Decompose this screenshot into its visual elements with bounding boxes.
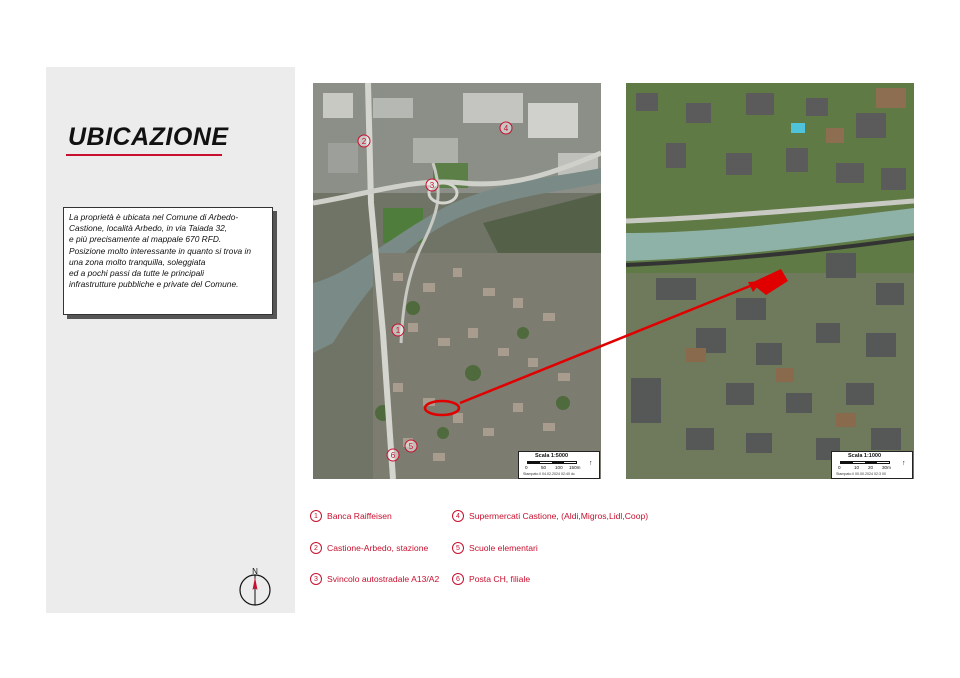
north-arrow-icon: ↑ [589, 460, 593, 467]
marker-2: 2 [361, 137, 367, 146]
legend-number: 4 [452, 510, 464, 522]
marker-5: 5 [408, 442, 414, 451]
legend-item [310, 510, 392, 522]
marker-4: 4 [503, 124, 509, 133]
scale-title: Scala 1:5000 [535, 453, 569, 459]
legend-text: Posta CH, filiale [469, 574, 531, 584]
north-arrow-icon: ↑ [902, 460, 906, 467]
description-line: Posizione molto interessante in quanto si trova in [69, 245, 252, 256]
scale-label: 100 [555, 465, 563, 470]
legend-number: 6 [452, 573, 464, 585]
legend-text: Svincolo autostradale A13/A2 [327, 574, 440, 584]
page-title: UBICAZIONE [68, 123, 229, 151]
scale-title: Scala 1:1000 [848, 453, 882, 459]
legend-item [310, 542, 428, 554]
scale-label: 30m [882, 465, 891, 470]
legend-item [452, 573, 530, 585]
legend-text: Scuole elementari [469, 543, 538, 553]
description-line: ed a pochi passi da tutte le principali [69, 268, 205, 279]
legend-number: 3 [310, 573, 322, 585]
marker-6: 6 [390, 451, 396, 460]
legend-number: 5 [452, 542, 464, 554]
description-line: e più precisamente al mappale 670 RFD. [69, 234, 222, 245]
legend-text: Supermercati Castione, (Aldi,Migros,Lidl,Coop) [469, 511, 649, 521]
marker-1: 1 [395, 326, 401, 335]
scale-label: 20 [868, 465, 874, 470]
compass-icon [237, 565, 273, 607]
description-line: una zona molto tranquilla, soleggiata [69, 256, 206, 267]
description-line: infrastrutture pubbliche e private del Comune. [69, 279, 239, 290]
scale-label: 0 [525, 465, 528, 470]
legend-number: 2 [310, 542, 322, 554]
description-line: La proprietà è ubicata nel Comune di Arbedo- [69, 212, 239, 222]
print-footer: Stampato il 00.00.2024 02:3 00 [836, 472, 886, 476]
north-label: N [252, 567, 258, 576]
legend-number: 1 [310, 510, 322, 522]
scale-label: 0 [838, 465, 841, 470]
scale-label: 10 [854, 465, 860, 470]
legend-text: Banca Raiffeisen [327, 511, 392, 521]
marker-3: 3 [429, 181, 435, 190]
legend-item [452, 542, 538, 554]
legend-item [452, 510, 648, 522]
legend-item [310, 573, 439, 585]
description-line: Castione, località Arbedo, in via Taiada 32, [69, 223, 228, 234]
print-footer: Stampato il 04.02.2024 02:40 dc [523, 472, 575, 476]
legend-text: Castione-Arbedo, stazione [327, 543, 429, 553]
scale-label: 150m [569, 465, 581, 470]
scale-label: 50 [541, 465, 547, 470]
